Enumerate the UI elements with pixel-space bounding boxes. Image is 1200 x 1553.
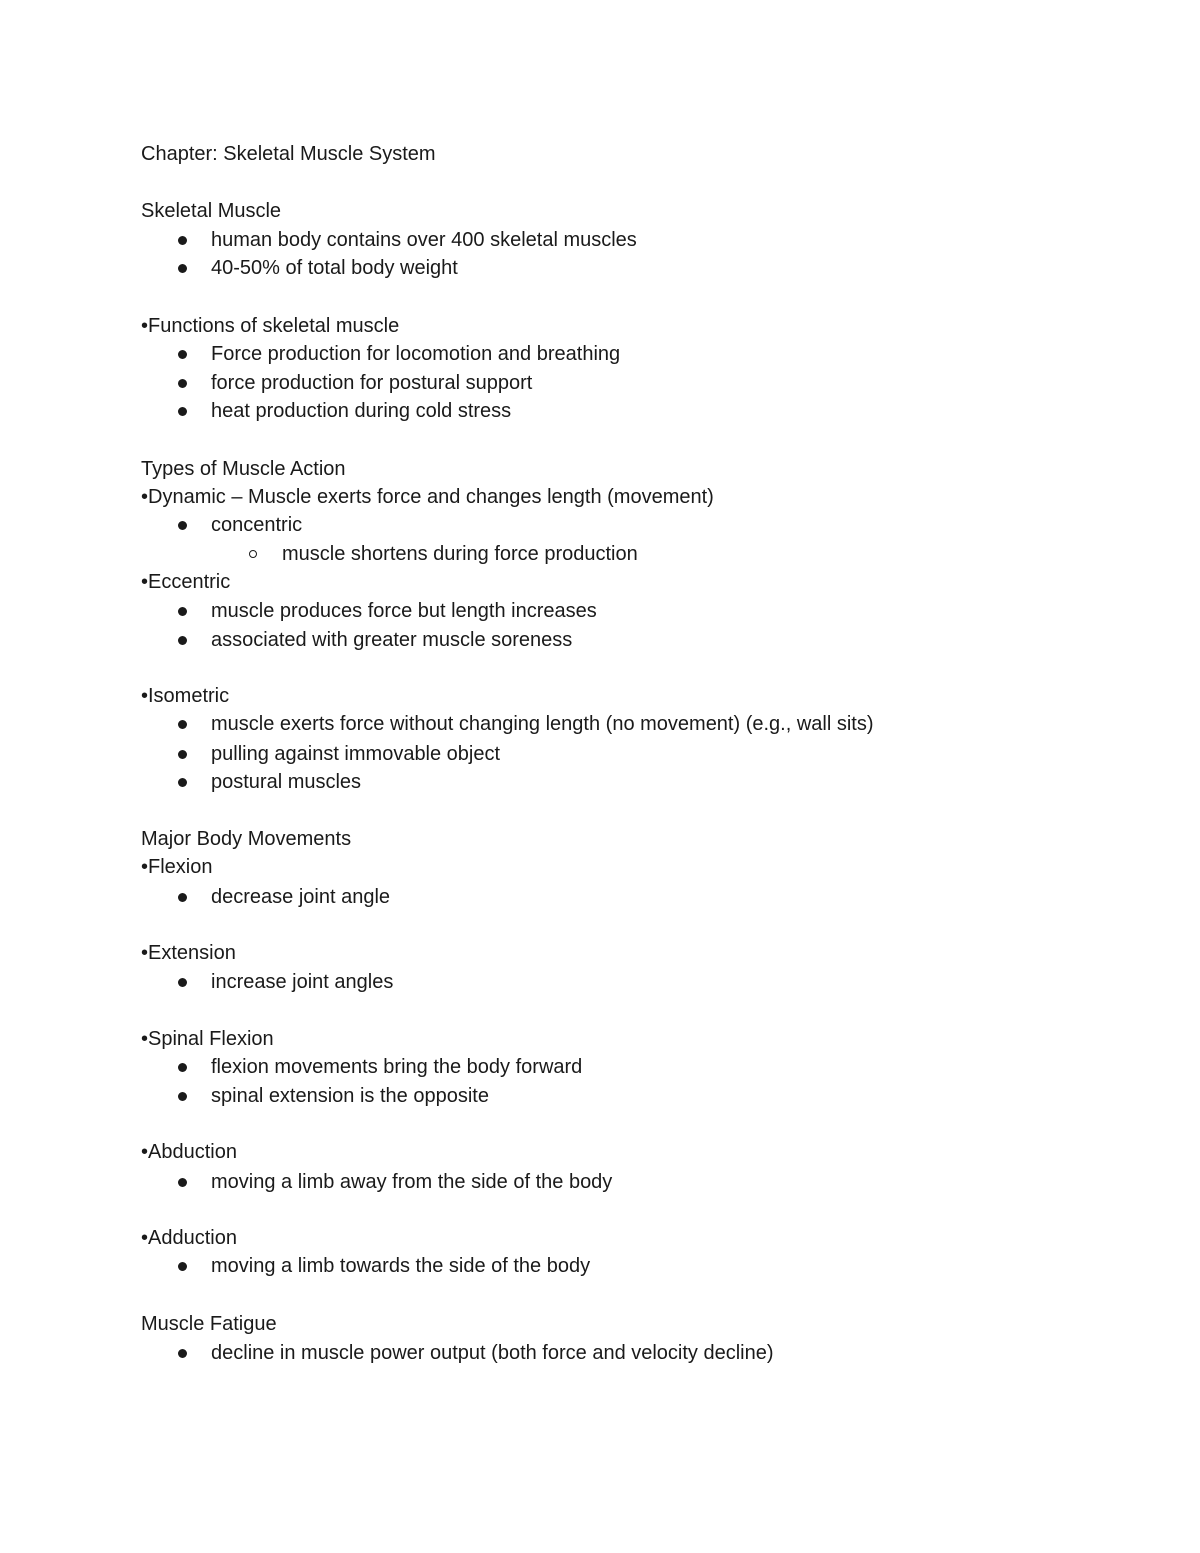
section-heading-skeletal-muscle: Skeletal Muscle (141, 200, 282, 222)
bullet-disc-icon (178, 1262, 187, 1271)
section-heading-types: Types of Muscle Action (141, 458, 346, 480)
bullet-disc-icon (178, 1178, 187, 1187)
list-item: decline in muscle power output (both force and velocity decline) (211, 1342, 774, 1364)
bullet-disc-icon (178, 893, 187, 902)
list-item: muscle exerts force without changing length (no movement) (e.g., wall sits) (211, 713, 874, 735)
bullet-disc-icon (178, 1092, 187, 1101)
bullet-circle-icon (249, 550, 257, 558)
bullet-disc-icon (178, 236, 187, 245)
list-item: pulling against immovable object (211, 743, 501, 765)
list-item: muscle produces force but length increases (211, 600, 597, 622)
list-item: moving a limb towards the side of the body (211, 1255, 591, 1277)
list-item: increase joint angles (211, 971, 394, 993)
list-item: decrease joint angle (211, 886, 391, 908)
list-item: postural muscles (211, 771, 362, 793)
section-heading-functions: •Functions of skeletal muscle (141, 315, 400, 337)
list-item: heat production during cold stress (211, 400, 512, 422)
bullet-disc-icon (178, 264, 187, 273)
bullet-disc-icon (178, 607, 187, 616)
bullet-disc-icon (178, 1349, 187, 1358)
bullet-disc-icon (178, 521, 187, 530)
list-item: 40-50% of total body weight (211, 257, 458, 279)
bullet-disc-icon (178, 350, 187, 359)
bullet-disc-icon (178, 379, 187, 388)
document-title: Chapter: Skeletal Muscle System (141, 143, 436, 165)
subheading-extension: •Extension (141, 942, 236, 964)
bullet-disc-icon (178, 778, 187, 787)
subheading-spinal-flexion: •Spinal Flexion (141, 1028, 274, 1050)
list-item: Force production for locomotion and breathing (211, 343, 621, 365)
subheading-adduction: •Adduction (141, 1227, 237, 1249)
list-item: human body contains over 400 skeletal muscles (211, 229, 637, 251)
bullet-disc-icon (178, 407, 187, 416)
subheading-flexion: •Flexion (141, 856, 213, 878)
subheading-eccentric: •Eccentric (141, 571, 231, 593)
list-item: concentric (211, 514, 303, 536)
section-heading-movements: Major Body Movements (141, 828, 352, 850)
list-item: associated with greater muscle soreness (211, 629, 573, 651)
bullet-disc-icon (178, 1063, 187, 1072)
section-heading-fatigue: Muscle Fatigue (141, 1313, 277, 1335)
list-item: moving a limb away from the side of the body (211, 1171, 613, 1193)
list-item: spinal extension is the opposite (211, 1085, 489, 1107)
bullet-disc-icon (178, 636, 187, 645)
subheading-isometric: •Isometric (141, 685, 230, 707)
subheading-dynamic: •Dynamic – Muscle exerts force and changes length (movement) (141, 486, 714, 508)
bullet-disc-icon (178, 978, 187, 987)
list-item-nested: muscle shortens during force production (282, 543, 638, 565)
bullet-disc-icon (178, 750, 187, 759)
list-item: flexion movements bring the body forward (211, 1056, 583, 1078)
bullet-disc-icon (178, 720, 187, 729)
subheading-abduction: •Abduction (141, 1141, 237, 1163)
list-item: force production for postural support (211, 372, 533, 394)
